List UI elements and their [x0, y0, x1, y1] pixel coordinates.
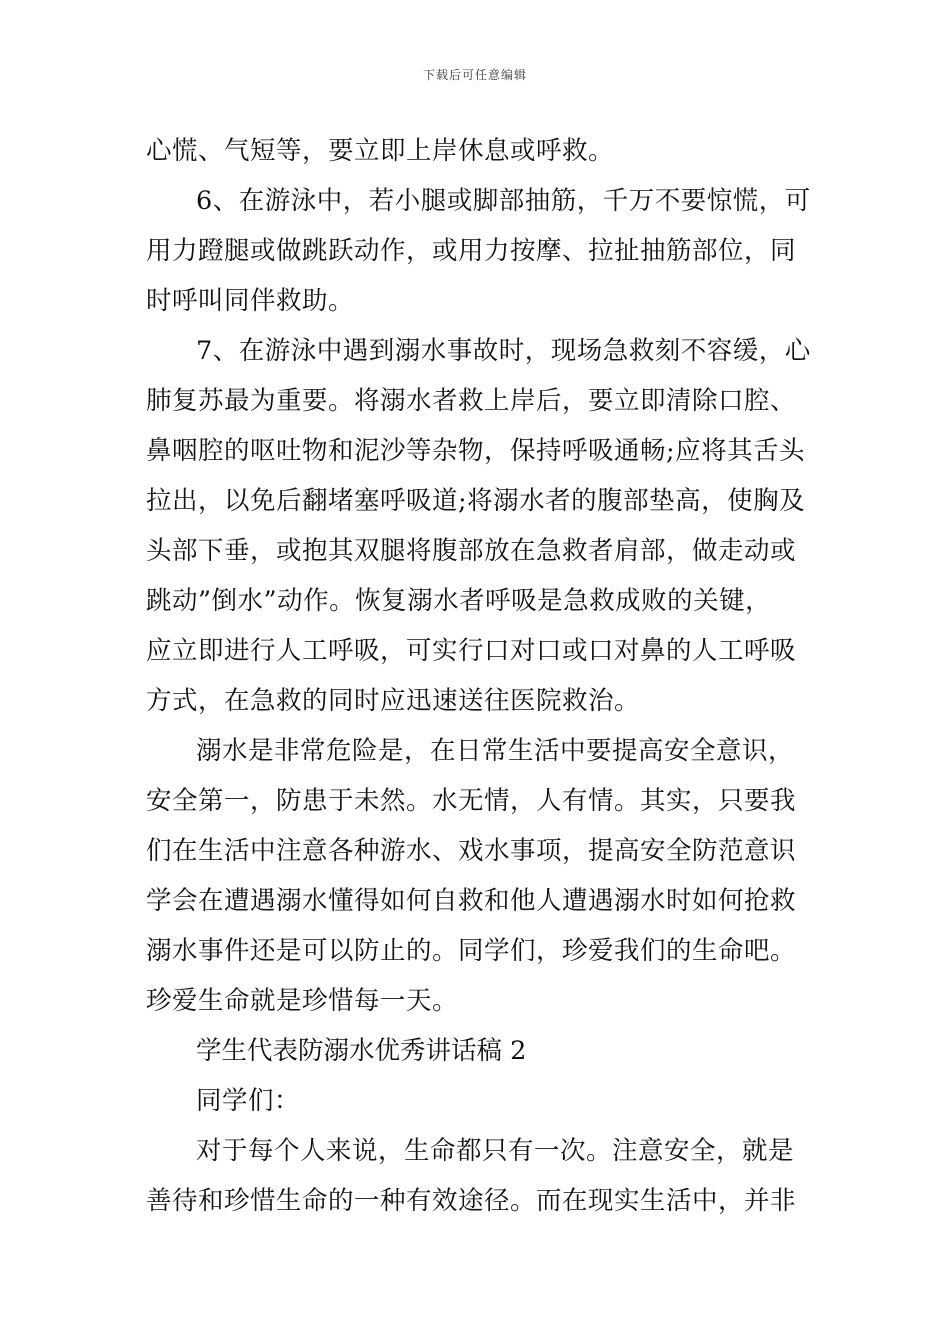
text-line: 们在生活中注意各种游水、戏水事项，提高安全防范意识 [146, 836, 797, 866]
section-heading: 学生代表防溺水优秀讲话稿 2 [196, 1036, 527, 1066]
text-line: 安全第一，防患于未然。水无情，人有情。其实，只要我 [146, 786, 797, 816]
text-line: 鼻咽腔的呕吐物和泥沙等杂物，保持呼吸通畅;应将其舌头 [146, 436, 806, 466]
text-line: 时呼叫同伴救助。 [146, 286, 355, 316]
text-line: 肺复苏最为重要。将溺水者救上岸后，要立即清除口腔、 [146, 386, 797, 416]
text-line: 善待和珍惜生命的一种有效途径。而在现实生活中，并非 [146, 1186, 797, 1216]
text-line: 心慌、气短等，要立即上岸休息或呼救。 [146, 136, 615, 166]
header-note: 下载后可任意编辑 [422, 68, 527, 82]
salutation: 同学们： [196, 1086, 301, 1116]
text-line: 溺水事件还是可以防止的。同学们，珍爱我们的生命吧。 [146, 936, 797, 966]
text-line: 对于每个人来说，生命都只有一次。注意安全，就是 [196, 1136, 795, 1166]
text-line: 头部下垂，或抱其双腿将腹部放在急救者肩部，做走动或 [146, 536, 797, 566]
text-line: 跳动”倒水”动作。恢复溺水者呼吸是急救成败的关键， [146, 586, 772, 616]
text-line: 6、在游泳中，若小腿或脚部抽筋，千万不要惊慌，可 [196, 186, 811, 216]
text-line: 应立即进行人工呼吸，可实行口对口或口对鼻的人工呼吸 [146, 636, 797, 666]
text-line: 溺水是非常危险是，在日常生活中要提高安全意识， [196, 736, 795, 766]
text-line: 用力蹬腿或做跳跃动作，或用力按摩、拉扯抽筋部位，同 [146, 236, 797, 266]
text-line: 拉出，以免后翻堵塞呼吸道;将溺水者的腹部垫高，使胸及 [146, 486, 806, 516]
text-line: 7、在游泳中遇到溺水事故时，现场急救刻不容缓，心 [196, 336, 811, 366]
text-line: 学会在遭遇溺水懂得如何自救和他人遭遇溺水时如何抢救 [146, 886, 797, 916]
text-line: 方式，在急救的同时应迅速送往医院救治。 [146, 686, 641, 716]
body-text [146, 126, 810, 1226]
text-line: 珍爱生命就是珍惜每一天。 [146, 986, 459, 1016]
